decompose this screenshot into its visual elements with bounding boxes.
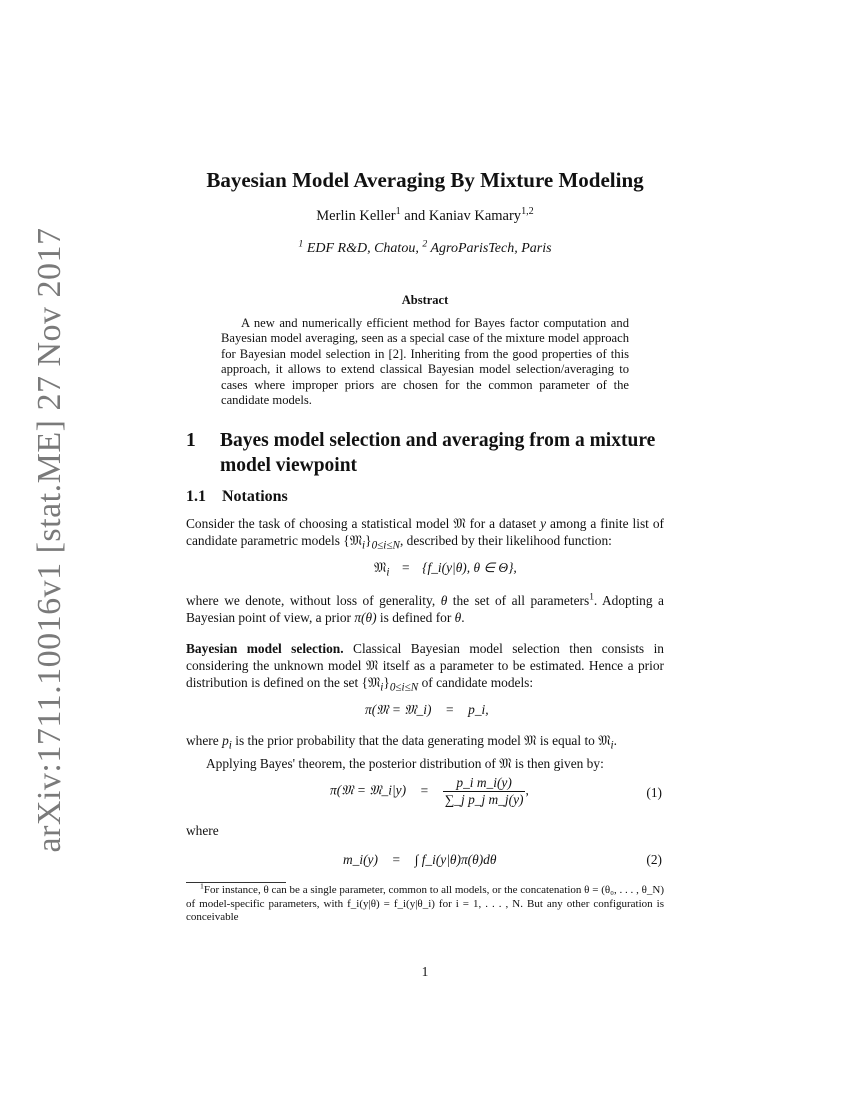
paragraph-prior-prob — [186, 732, 664, 772]
math-sub: i — [380, 681, 384, 694]
author-affil-mark: 1 — [395, 206, 401, 218]
footnote-mark: 1 — [200, 881, 204, 891]
eq-rhs: {f_i(y|θ), θ ∈ Θ}, — [422, 560, 517, 575]
text-run: . Adopting a Bayesian point of view, a prior — [186, 593, 664, 625]
eq-equals: = — [392, 852, 401, 867]
paragraph-notations — [186, 515, 664, 555]
paper-title: Bayesian Model Averaging By Mixture Modeling — [206, 168, 644, 192]
math-var: θ — [454, 610, 462, 625]
affiliation: AgroParisTech, Paris — [430, 241, 552, 256]
subsection-number: 1.1 — [186, 488, 206, 505]
equation-number: (1) — [646, 785, 662, 800]
author-name: Kaniav Kamary — [428, 208, 522, 224]
text-run: . — [461, 610, 465, 625]
text-run: } — [383, 675, 390, 690]
affiliation: EDF R&D, Chatou, — [306, 241, 419, 256]
eq-equals: = — [446, 702, 454, 717]
section-title: Bayes model selection and averaging from a mixture model viewpoint — [220, 430, 656, 476]
math-sub: 0≤i≤N — [389, 681, 419, 694]
eq-lhs: m_i(y) — [343, 852, 378, 867]
text-run: the set of all parameters — [447, 593, 590, 608]
equation-likelihood — [374, 560, 517, 579]
abstract-text: A new and numerically efficient method for Bayes factor computation and Bayesian model averaging, seen as a special case of the mixture model approach for Bayesian model selection in [2]. Inheriting from the good properties of this approach, it allows to extend classical Bayesian model selection/averaging to cases where improper priors are chosen for the common parameter of the candidate models. — [221, 316, 629, 408]
equation-model-prior — [365, 702, 489, 718]
text-run: Classical Bayesian model selection then consists in considering the unknown model 𝔐 itself as a parameter to be estimated. Hence a prior distribution is defined on the set {𝔐 — [186, 641, 664, 690]
affil-mark: 2 — [422, 238, 428, 250]
paragraph-prior — [186, 592, 664, 626]
math-sub: 0≤i≤N — [371, 539, 400, 552]
text-run: , described by their likelihood function: — [399, 533, 612, 548]
math-sub: i — [362, 539, 366, 552]
text-run: Consider the task of choosing a statistical model 𝔐 for a dataset — [186, 516, 541, 531]
equation-1 — [330, 775, 529, 808]
eq-rhs: p_i, — [468, 702, 489, 717]
math-var: p — [222, 733, 229, 748]
where-text: where — [186, 823, 219, 838]
eq-lhs: π(𝔐 = 𝔐_i|y) — [330, 782, 407, 798]
subsection-title: Notations — [222, 488, 288, 505]
footnote-marker[interactable]: 1 — [589, 592, 594, 603]
eq-fraction — [443, 775, 529, 808]
section-heading — [186, 428, 666, 478]
math-sub: i — [610, 739, 614, 752]
text-run: of candidate models: — [418, 675, 534, 690]
text-run: is the prior probability that the data generating model 𝔐 is equal to 𝔐 — [231, 733, 611, 748]
paragraph-model-selection — [186, 640, 664, 697]
author-conjunction: and — [404, 208, 426, 224]
text-run: . — [613, 733, 617, 748]
eq-tail: , — [525, 782, 529, 798]
math-var: y — [540, 516, 547, 531]
subsection-heading — [186, 488, 288, 506]
text-run: where — [186, 733, 223, 748]
page-number: 1 — [421, 964, 429, 979]
fraction-numerator: p_i m_i(y) — [443, 775, 526, 792]
affiliation-line — [0, 238, 850, 257]
eq-equals: = — [402, 560, 410, 575]
eq-lhs: π(𝔐 = 𝔐_i) — [365, 702, 432, 717]
eq-lhs-sub: i — [386, 566, 390, 579]
affil-mark: 1 — [298, 238, 304, 250]
text-run: among a finite list of candidate parametric models {𝔐 — [186, 516, 664, 548]
math-var: π(θ) — [354, 610, 377, 625]
text-run: where we denote, without loss of generality, — [186, 593, 441, 608]
equation-2 — [343, 852, 496, 868]
text-where — [186, 822, 664, 839]
section-number: 1 — [186, 430, 196, 451]
math-sub: i — [228, 739, 232, 752]
math-var: θ — [440, 593, 448, 608]
author-name: Merlin Keller — [316, 208, 396, 224]
text-run: is defined for — [376, 610, 455, 625]
footnote-text: For instance, θ can be a single parameter, common to all models, or the concatenation θ = (θ₀, . . . , θ_N) of model-specific parameters, with f_i(y|θ) = f_i(y|θ_i) for i = 1, . . . , N. But any other configuration is conceivable — [186, 884, 664, 923]
abstract-heading: Abstract — [401, 293, 449, 307]
paragraph-bayes-theorem: Applying Bayes' theorem, the posterior distribution of 𝔐 is then given by: — [206, 755, 604, 771]
run-in-heading: Bayesian model selection. — [186, 641, 344, 656]
eq-rhs: ∫ f_i(y|θ)π(θ)dθ — [414, 852, 497, 867]
author-affil-mark: 1,2 — [521, 206, 534, 218]
footnote — [186, 881, 664, 925]
eq-equals: = — [420, 782, 429, 798]
arxiv-stamp: arXiv:1711.10016v1 [stat.ME] 27 Nov 2017 — [31, 227, 68, 853]
author-line — [0, 208, 850, 225]
equation-number: (2) — [646, 852, 662, 867]
fraction-denominator: ∑_j p_j m_j(y) — [444, 792, 524, 807]
eq-lhs: 𝔐 — [374, 560, 387, 575]
text-run: } — [365, 533, 372, 548]
